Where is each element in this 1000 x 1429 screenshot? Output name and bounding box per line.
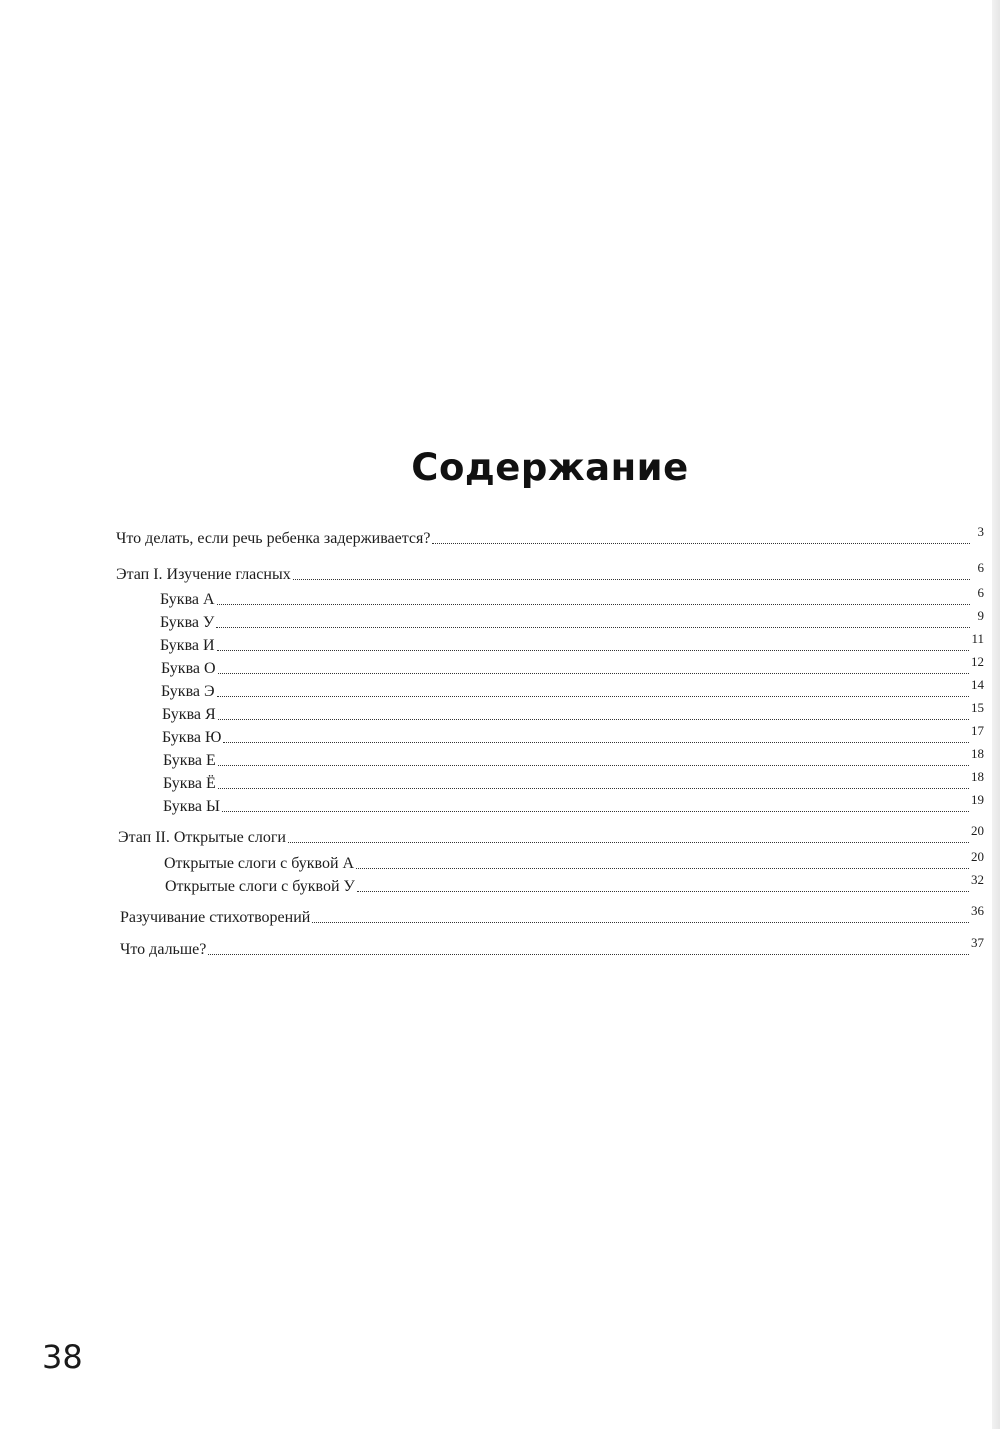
toc-entry-page: 9 — [977, 608, 984, 623]
toc-dot-leader — [288, 841, 969, 843]
toc-entry-label: Буква Ы — [163, 798, 220, 815]
toc-entry-label: Буква Э — [161, 683, 215, 700]
toc-dot-leader — [218, 764, 969, 766]
toc-dot-leader — [217, 695, 969, 697]
toc-entry[interactable] — [163, 793, 984, 817]
scan-edge-shadow — [992, 0, 1000, 1429]
toc-entry-label: Буква Е — [163, 752, 216, 769]
toc-dot-leader — [222, 810, 969, 812]
toc-entry-label: Что делать, если речь ребенка задерживается? — [116, 530, 431, 547]
toc-dot-leader — [218, 672, 969, 674]
toc-entry-page: 3 — [977, 524, 984, 539]
toc-entry[interactable] — [116, 525, 984, 549]
toc-entry-label: Буква О — [161, 660, 216, 677]
toc-dot-leader — [217, 603, 970, 605]
toc-entry[interactable] — [163, 770, 984, 794]
toc-entry-label: Этап II. Открытые слоги — [118, 829, 286, 846]
toc-entry-page: 15 — [971, 700, 984, 715]
toc-entry-page: 20 — [971, 849, 984, 864]
toc-entry-label: Буква Ё — [163, 775, 216, 792]
toc-entry[interactable] — [163, 747, 984, 771]
toc-entry[interactable] — [160, 632, 984, 656]
page-number: 38 — [42, 1338, 83, 1376]
toc-entry-page: 17 — [971, 723, 984, 738]
toc-entry-label: Что дальше? — [120, 941, 207, 958]
toc-entry[interactable] — [118, 824, 984, 848]
toc-entry-page: 12 — [971, 654, 984, 669]
toc-entry-label: Буква А — [160, 591, 215, 608]
toc-entry-label: Разучивание стихотворений — [120, 909, 311, 926]
toc-dot-leader — [312, 921, 969, 923]
toc-entry-label: Этап I. Изучение гласных — [116, 566, 291, 583]
toc-dot-leader — [216, 626, 970, 628]
toc-entry[interactable] — [116, 561, 984, 585]
toc-entry-page: 32 — [971, 872, 984, 887]
toc-dot-leader — [356, 867, 969, 869]
toc-entry-page: 37 — [971, 935, 984, 950]
page-title: Содержание — [411, 446, 689, 489]
toc-entry-page: 19 — [971, 792, 984, 807]
toc-entry-page: 11 — [971, 631, 984, 646]
toc-entry[interactable] — [165, 873, 984, 897]
toc-entry-page: 36 — [971, 903, 984, 918]
toc-dot-leader — [432, 542, 970, 544]
toc-entry-label: Буква Я — [162, 706, 216, 723]
toc-entry[interactable] — [164, 850, 984, 874]
toc-dot-leader — [218, 718, 969, 720]
toc-entry-page: 14 — [971, 677, 984, 692]
toc-entry[interactable] — [161, 678, 984, 702]
toc-entry-page: 6 — [977, 585, 984, 600]
toc-entry[interactable] — [162, 724, 984, 748]
toc-dot-leader — [223, 741, 969, 743]
toc-entry[interactable] — [120, 904, 984, 928]
toc-dot-leader — [208, 953, 969, 955]
toc-dot-leader — [357, 890, 969, 892]
toc-entry-page: 20 — [971, 823, 984, 838]
toc-entry-label: Буква Ю — [162, 729, 222, 746]
toc-entry-label: Буква У — [160, 614, 215, 631]
toc-entry-page: 6 — [977, 560, 984, 575]
toc-entry-label: Буква И — [160, 637, 215, 654]
toc-entry-label: Открытые слоги с буквой У — [165, 878, 355, 895]
toc-dot-leader — [218, 787, 969, 789]
toc-dot-leader — [293, 578, 970, 580]
toc-entry[interactable] — [120, 936, 984, 960]
toc-entry[interactable] — [160, 609, 984, 633]
toc-dot-leader — [217, 649, 970, 651]
toc-entry[interactable] — [161, 655, 984, 679]
toc-entry-label: Открытые слоги с буквой А — [164, 855, 355, 872]
toc-entry-page: 18 — [971, 746, 984, 761]
toc-entry[interactable] — [160, 586, 984, 610]
toc-entry-page: 18 — [971, 769, 984, 784]
toc-entry[interactable] — [162, 701, 984, 725]
